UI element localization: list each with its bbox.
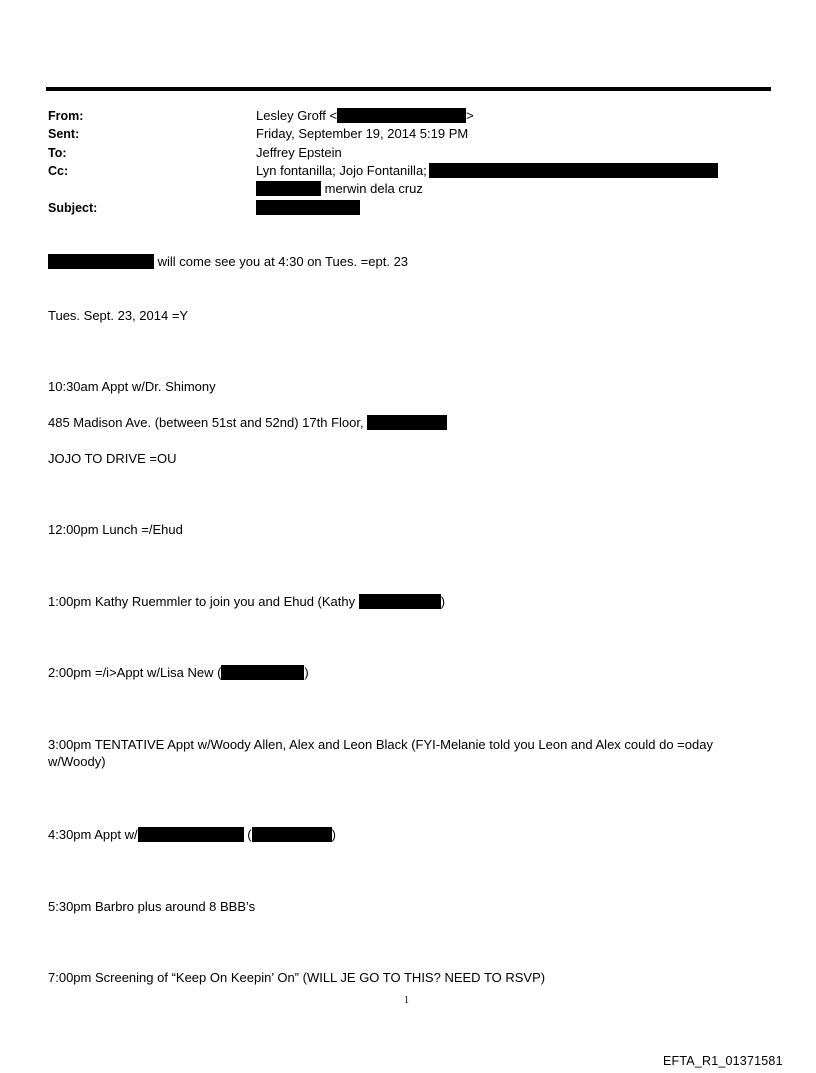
barbro-line: 5:30pm Barbro plus around 8 BBB’s <box>48 899 256 914</box>
address-line <box>48 414 447 431</box>
appt-430-mid: ( <box>243 827 252 842</box>
sent-value: Friday, September 19, 2014 5:19 PM <box>256 126 469 141</box>
address-text: 485 Madison Ave. (between 51st and 52nd) 17th Floor, <box>48 415 364 430</box>
kathy-text: 1:00pm Kathy Ruemmler to join you and Ehud (Kathy <box>48 594 356 609</box>
subject-label: Subject: <box>48 201 98 215</box>
appt-line: 10:30am Appt w/Dr. Shimony <box>48 379 216 394</box>
intro-text: will come see you at 4:30 on Tues. =ept. 23 <box>157 254 409 269</box>
redaction-box <box>367 415 447 430</box>
from-value <box>256 108 474 124</box>
driver-line: JOJO TO DRIVE =OU <box>48 451 177 466</box>
header-rule <box>46 87 771 91</box>
to-label: To: <box>48 146 67 160</box>
appt-430-text: 4:30pm Appt w/ <box>48 827 138 842</box>
redaction-box <box>138 827 244 842</box>
sent-label: Sent: <box>48 127 80 141</box>
from-close: > <box>466 108 474 123</box>
lisa-text: 2:00pm =/i>Appt w/Lisa New ( <box>48 665 222 680</box>
cc-value-line-2 <box>256 181 423 197</box>
redaction-box <box>337 108 466 123</box>
redaction-box <box>252 827 332 842</box>
appt-430-close: ) <box>331 827 336 842</box>
lisa-line <box>48 664 309 681</box>
date-line: Tues. Sept. 23, 2014 =Y <box>48 308 189 323</box>
redaction-box <box>48 254 154 269</box>
redaction-box <box>256 181 321 196</box>
intro-line <box>48 253 408 270</box>
redaction-box <box>221 665 304 680</box>
woody-line: 3:00pm TENTATIVE Appt w/Woody Allen, Alex and Leon Black (FYI-Melanie told you Leon and Alex could do =oday w/Woody) <box>48 737 713 769</box>
screening-line: 7:00pm Screening of “Keep On Keepin’ On” (WILL JE GO TO THIS? NEED TO RSVP) <box>48 970 546 985</box>
from-name: Lesley Groff < <box>256 108 338 123</box>
redaction-box <box>429 163 718 178</box>
cc-names: Lyn fontanilla; Jojo Fontanilla; <box>256 163 427 178</box>
lisa-close: ) <box>304 665 309 680</box>
cc-label: Cc: <box>48 164 69 178</box>
redaction-box <box>256 200 360 215</box>
kathy-line <box>48 593 445 610</box>
to-value: Jeffrey Epstein <box>256 145 342 160</box>
appt-430-line <box>48 826 336 843</box>
subject-value <box>256 200 360 216</box>
document-id: EFTA_R1_01371581 <box>663 1054 783 1068</box>
redaction-box <box>359 594 441 609</box>
cc-value-line-1 <box>256 163 718 179</box>
cc-names-2: merwin dela cruz <box>324 181 423 196</box>
page-number: 1 <box>404 995 409 1006</box>
kathy-close: ) <box>440 594 446 609</box>
lunch-line: 12:00pm Lunch =/Ehud <box>48 522 183 537</box>
from-label: From: <box>48 109 84 123</box>
